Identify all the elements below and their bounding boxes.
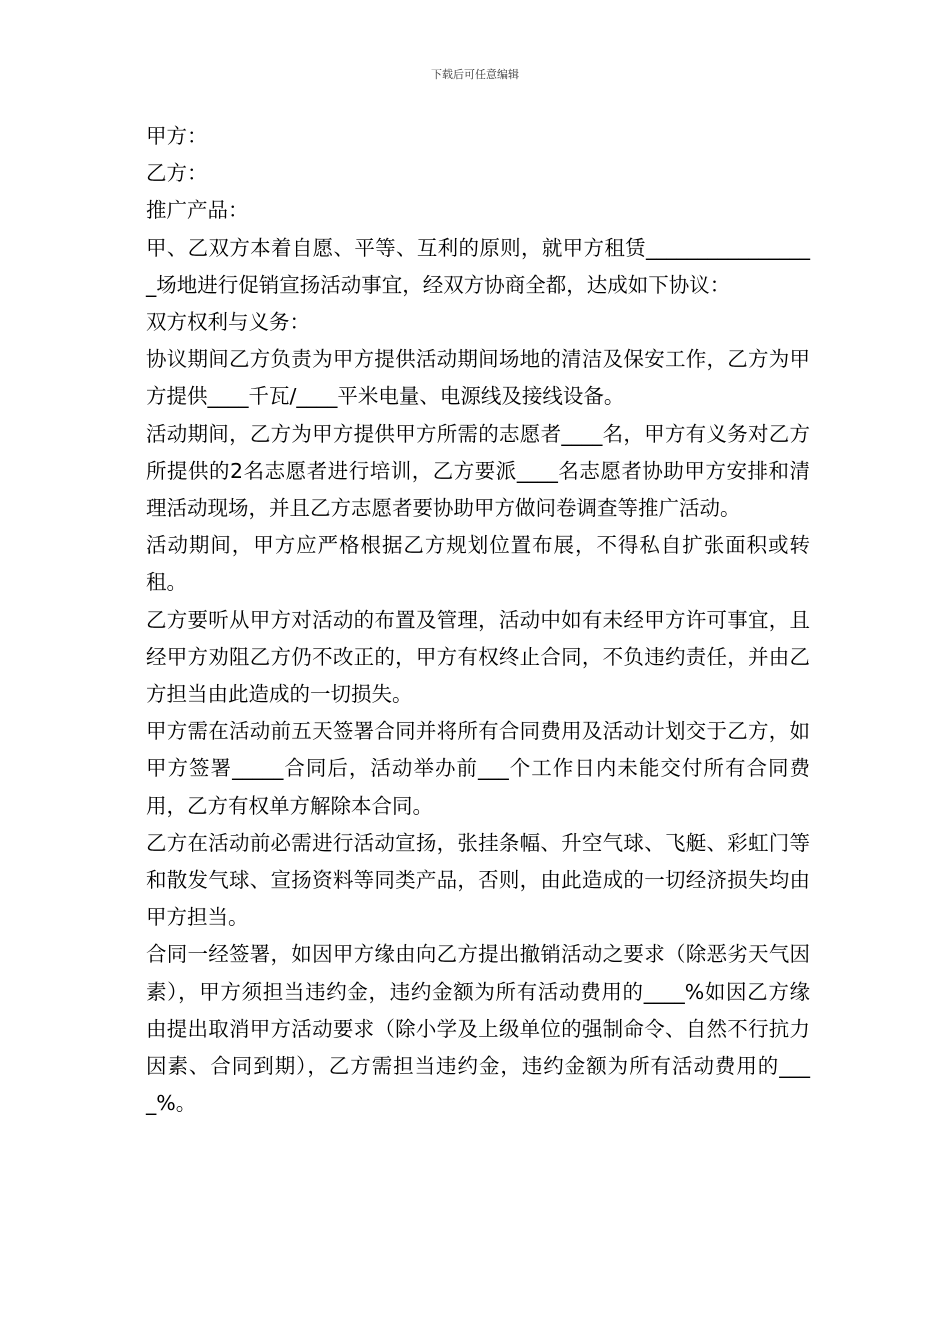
party-b-line: 乙方： (146, 161, 208, 186)
clause-paragraph: 甲方需在活动前五天签署合同并将所有合同费用及活动计划交于乙方，如甲方签署_____合同后，活动举办前___个工作日内未能交付所有合同费用，乙方有权单方解除本合同。 (146, 719, 810, 818)
clause-paragraph: 乙方在活动前必需进行活动宣扬，张挂条幅、升空气球、飞艇、彩虹门等和散发气球、宣扬资料等同类产品，否则，由此造成的一切经济损失均由甲方担当。 (146, 830, 810, 930)
party-a-line: 甲方： (146, 124, 208, 148)
rights-heading: 双方权利与义务： (146, 310, 310, 335)
document-body (146, 118, 810, 1122)
clause-paragraph: 协议期间乙方负责为甲方提供活动期间场地的清洁及保安工作，乙方为甲方提供____千瓦/____平米电量、电源线及接线设备。 (146, 347, 810, 409)
clause-paragraph: 活动期间，乙方为甲方提供甲方所需的志愿者____名，甲方有义务对乙方所提供的2名志愿者进行培训，乙方要派____名志愿者协助甲方安排和清理活动现场，并且乙方志愿者要协助甲方做问卷调查等推广活动。 (146, 421, 810, 521)
clause-paragraph: 乙方要听从甲方对活动的布置及管理，活动中如有未经甲方许可事宜，且经甲方劝阻乙方仍不改正的，甲方有权终止合同，不负违约责任，并由乙方担当由此造成的一切损失。 (146, 607, 810, 707)
intro-paragraph: 甲、乙双方本着自愿、平等、互利的原则，就甲方租赁_________________场地进行促销宣扬活动事宜，经双方协商全都，达成如下协议： (146, 235, 810, 297)
clause-paragraph: 合同一经签署，如因甲方缘由向乙方提出撤销活动之要求（除恶劣天气因素），甲方须担当违约金，违约金额为所有活动费用的____%如因乙方缘由提出取消甲方活动要求（除小学及上级单位的强制命令、自然不行抗力因素、合同到期），乙方需担当违约金，违约金额为所有活动费用的____%。 (146, 942, 810, 1116)
header-note: 下载后可任意编辑 (431, 68, 519, 81)
clause-paragraph: 活动期间，甲方应严格根据乙方规划位置布展，不得私自扩张面积或转租。 (146, 533, 810, 595)
product-line: 推广产品： (146, 198, 249, 223)
